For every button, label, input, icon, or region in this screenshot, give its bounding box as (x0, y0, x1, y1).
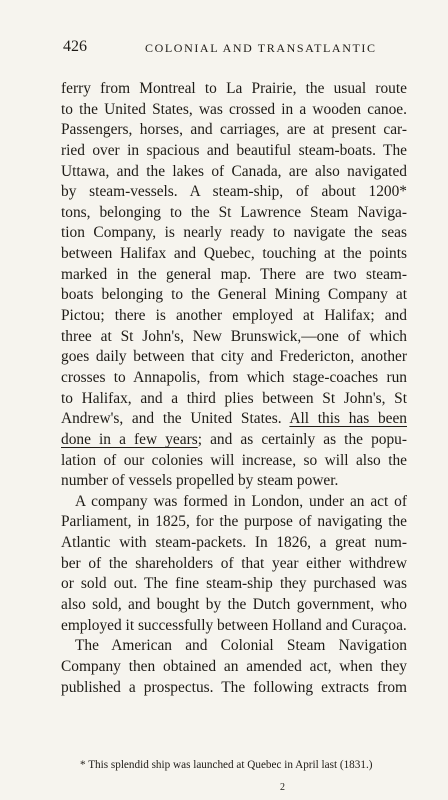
text-line-underlined: Andrew's, and the United States. All this has been (61, 410, 407, 428)
text-line: or sold out. The fine steam-ship they purchased was (61, 575, 407, 593)
text-line: goes daily between that city and Fredericton, another (61, 348, 407, 366)
text-line: ried over in spacious and beautiful steam-boats. The (61, 141, 407, 159)
signature-mark: 2 (280, 782, 285, 793)
text-line: between Halifax and Quebec, touching at the points (61, 245, 407, 263)
text-line: to Halifax, and a third plies between St John's, St (61, 389, 407, 407)
text-line: tons, belonging to the St Lawrence Steam Naviga- (61, 203, 407, 221)
text-line: employed it successfully between Holland and Curaçoa. (61, 616, 407, 634)
text-line: The American and Colonial Steam Navigation (75, 637, 407, 655)
text-line: Atlantic with steam-packets. In 1826, a great num- (61, 534, 407, 552)
running-head: COLONIAL AND TRANSATLANTIC (145, 41, 377, 55)
text-line: boats belonging to the General Mining Company at (61, 286, 407, 304)
page-header (63, 38, 403, 60)
text-line: by steam-vessels. A steam-ship, of about 1200* (61, 183, 407, 201)
text-line: lation of our colonies will increase, so will also the (61, 451, 407, 469)
underlined-phrase: All this has been (289, 410, 407, 428)
text-line: ber of the shareholders of that year either withdrew (61, 554, 407, 572)
text-line: Parliament, in 1825, for the purpose of navigating the (61, 513, 407, 531)
underlined-phrase: done in a few years (61, 430, 198, 448)
text-line: Company then obtained an amended act, when they (61, 657, 407, 675)
text-line: number of vessels propelled by steam power. (61, 472, 339, 490)
text-line: marked in the general map. There are two steam- (61, 265, 407, 283)
text-line: published a prospectus. The following extracts from (61, 678, 407, 696)
text-line: A company was formed in London, under an act of (75, 492, 407, 510)
text-line: to the United States, was crossed in a wooden canoe. (61, 100, 407, 118)
body-text (61, 79, 407, 698)
text-line: crosses to Annapolis, from which stage-coaches run (61, 368, 407, 386)
text-line-underlined: done in a few years; and as certainly as the popu- (61, 430, 407, 448)
text-line: also sold, and bought by the Dutch government, who (61, 596, 407, 614)
text-line: tion Company, is nearly ready to navigate the seas (61, 224, 407, 242)
text-line: Pictou; there is another employed at Halifax; and (61, 307, 407, 325)
page-number: 426 (63, 38, 87, 55)
footnote: * This splendid ship was launched at Quebec in April last (1831.) (80, 759, 373, 771)
text-line: Uttawa, and the lakes of Canada, are also navigated (61, 162, 407, 180)
text-line: ferry from Montreal to La Prairie, the usual route (61, 80, 407, 97)
text-line: Passengers, horses, and carriages, are at present car- (61, 121, 407, 139)
text-line: three at St John's, New Brunswick,—one of which (61, 327, 407, 345)
